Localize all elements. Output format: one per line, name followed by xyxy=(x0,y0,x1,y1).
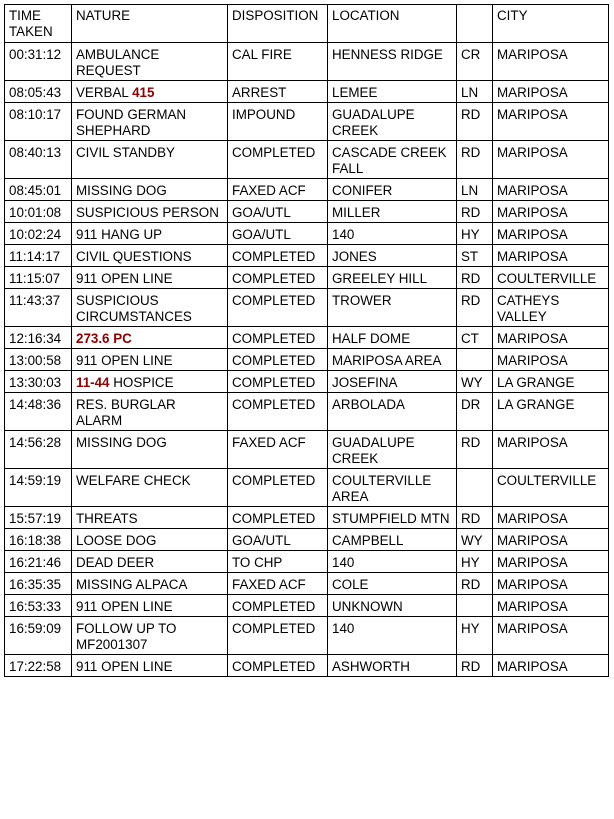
nature-text: FOUND GERMAN SHEPHARD xyxy=(76,107,187,138)
table-row xyxy=(5,617,609,655)
time-taken-cell: 14:59:19 xyxy=(5,469,72,507)
table-row xyxy=(5,267,609,289)
city-cell: MARIPOSA xyxy=(493,655,609,677)
call-log-table xyxy=(4,4,609,677)
nature-text: 911 OPEN LINE xyxy=(76,659,173,674)
nature-cell xyxy=(72,289,228,327)
nature-text: LOOSE DOG xyxy=(76,533,157,548)
nature-text: 911 OPEN LINE xyxy=(76,353,173,368)
table-row xyxy=(5,431,609,469)
nature-text: 911 OPEN LINE xyxy=(76,599,173,614)
disposition-cell: COMPLETED xyxy=(228,595,328,617)
time-taken-cell: 14:48:36 xyxy=(5,393,72,431)
nature-cell xyxy=(72,431,228,469)
nature-cell xyxy=(72,267,228,289)
table-row xyxy=(5,179,609,201)
disposition-cell: FAXED ACF xyxy=(228,431,328,469)
table-row xyxy=(5,529,609,551)
time-taken-cell: 17:22:58 xyxy=(5,655,72,677)
disposition-cell: ARREST xyxy=(228,81,328,103)
street-suffix-cell: RD xyxy=(457,655,493,677)
time-taken-cell: 16:18:38 xyxy=(5,529,72,551)
location-cell: ARBOLADA xyxy=(328,393,457,431)
street-suffix-cell xyxy=(457,349,493,371)
time-taken-cell: 11:15:07 xyxy=(5,267,72,289)
nature-cell xyxy=(72,327,228,349)
nature-text: MISSING DOG xyxy=(76,183,167,198)
table-row xyxy=(5,327,609,349)
time-taken-cell: 10:01:08 xyxy=(5,201,72,223)
street-suffix-cell: RD xyxy=(457,267,493,289)
table-row xyxy=(5,573,609,595)
nature-cell xyxy=(72,43,228,81)
street-suffix-cell: DR xyxy=(457,393,493,431)
offense-code: 273.6 PC xyxy=(76,331,132,346)
header-nature: NATURE xyxy=(72,5,228,43)
location-cell: UNKNOWN xyxy=(328,595,457,617)
nature-text: DEAD DEER xyxy=(76,555,155,570)
table-row xyxy=(5,393,609,431)
nature-cell xyxy=(72,349,228,371)
time-taken-cell: 14:56:28 xyxy=(5,431,72,469)
time-taken-cell: 16:21:46 xyxy=(5,551,72,573)
street-suffix-cell: HY xyxy=(457,617,493,655)
location-cell: 140 xyxy=(328,617,457,655)
location-cell: TROWER xyxy=(328,289,457,327)
nature-text: THREATS xyxy=(76,511,138,526)
header-disposition: DISPOSITION xyxy=(228,5,328,43)
location-cell: LEMEE xyxy=(328,81,457,103)
location-cell: STUMPFIELD MTN xyxy=(328,507,457,529)
table-row xyxy=(5,551,609,573)
nature-text: 911 OPEN LINE xyxy=(76,271,173,286)
nature-cell xyxy=(72,469,228,507)
disposition-cell: TO CHP xyxy=(228,551,328,573)
city-cell: MARIPOSA xyxy=(493,327,609,349)
time-taken-cell: 08:10:17 xyxy=(5,103,72,141)
time-taken-cell: 15:57:19 xyxy=(5,507,72,529)
city-cell: MARIPOSA xyxy=(493,81,609,103)
time-taken-cell: 13:00:58 xyxy=(5,349,72,371)
city-cell: MARIPOSA xyxy=(493,103,609,141)
street-suffix-cell xyxy=(457,469,493,507)
location-cell: HENNESS RIDGE xyxy=(328,43,457,81)
nature-cell xyxy=(72,201,228,223)
street-suffix-cell: RD xyxy=(457,141,493,179)
table-row xyxy=(5,103,609,141)
city-cell: MARIPOSA xyxy=(493,551,609,573)
street-suffix-cell: CR xyxy=(457,43,493,81)
nature-cell xyxy=(72,371,228,393)
table-row xyxy=(5,507,609,529)
location-cell: GUADALUPE CREEK xyxy=(328,431,457,469)
city-cell: MARIPOSA xyxy=(493,431,609,469)
location-cell: JONES xyxy=(328,245,457,267)
time-taken-cell: 16:59:09 xyxy=(5,617,72,655)
table-row xyxy=(5,223,609,245)
nature-text: RES. BURGLAR ALARM xyxy=(76,397,176,428)
disposition-cell: COMPLETED xyxy=(228,371,328,393)
disposition-cell: COMPLETED xyxy=(228,393,328,431)
table-row xyxy=(5,371,609,393)
nature-cell xyxy=(72,595,228,617)
city-cell: LA GRANGE xyxy=(493,393,609,431)
offense-code: 415 xyxy=(132,85,155,100)
disposition-cell: COMPLETED xyxy=(228,267,328,289)
nature-text: WELFARE CHECK xyxy=(76,473,191,488)
city-cell: LA GRANGE xyxy=(493,371,609,393)
nature-text: VERBAL xyxy=(76,85,129,100)
nature-text: SUSPICIOUS PERSON xyxy=(76,205,219,220)
time-taken-cell: 08:45:01 xyxy=(5,179,72,201)
city-cell: MARIPOSA xyxy=(493,595,609,617)
table-row xyxy=(5,201,609,223)
city-cell: MARIPOSA xyxy=(493,43,609,81)
street-suffix-cell: RD xyxy=(457,573,493,595)
nature-cell xyxy=(72,103,228,141)
nature-cell xyxy=(72,573,228,595)
disposition-cell: COMPLETED xyxy=(228,617,328,655)
city-cell: MARIPOSA xyxy=(493,179,609,201)
disposition-cell: COMPLETED xyxy=(228,245,328,267)
street-suffix-cell: RD xyxy=(457,507,493,529)
location-cell: MARIPOSA AREA xyxy=(328,349,457,371)
disposition-cell: CAL FIRE xyxy=(228,43,328,81)
header-location: LOCATION xyxy=(328,5,457,43)
nature-text: CIVIL QUESTIONS xyxy=(76,249,192,264)
city-cell: MARIPOSA xyxy=(493,141,609,179)
city-cell: MARIPOSA xyxy=(493,245,609,267)
table-row xyxy=(5,245,609,267)
nature-text: HOSPICE xyxy=(113,375,174,390)
city-cell: MARIPOSA xyxy=(493,349,609,371)
nature-cell xyxy=(72,507,228,529)
nature-cell xyxy=(72,551,228,573)
location-cell: COULTERVILLE AREA xyxy=(328,469,457,507)
disposition-cell: COMPLETED xyxy=(228,289,328,327)
disposition-cell: COMPLETED xyxy=(228,349,328,371)
location-cell: GREELEY HILL xyxy=(328,267,457,289)
nature-cell xyxy=(72,245,228,267)
street-suffix-cell: HY xyxy=(457,223,493,245)
nature-cell xyxy=(72,393,228,431)
table-row xyxy=(5,141,609,179)
location-cell: HALF DOME xyxy=(328,327,457,349)
street-suffix-cell: CT xyxy=(457,327,493,349)
table-row xyxy=(5,655,609,677)
table-row xyxy=(5,349,609,371)
location-cell: CONIFER xyxy=(328,179,457,201)
time-taken-cell: 00:31:12 xyxy=(5,43,72,81)
city-cell: MARIPOSA xyxy=(493,201,609,223)
street-suffix-cell: HY xyxy=(457,551,493,573)
nature-text: MISSING ALPACA xyxy=(76,577,188,592)
nature-text: CIVIL STANDBY xyxy=(76,145,175,160)
disposition-cell: COMPLETED xyxy=(228,141,328,179)
nature-text: AMBULANCE REQUEST xyxy=(76,47,160,78)
city-cell: MARIPOSA xyxy=(493,223,609,245)
header-city: CITY xyxy=(493,5,609,43)
location-cell: 140 xyxy=(328,551,457,573)
nature-text: MISSING DOG xyxy=(76,435,167,450)
nature-text: 911 HANG UP xyxy=(76,227,163,242)
disposition-cell: COMPLETED xyxy=(228,327,328,349)
city-cell: MARIPOSA xyxy=(493,617,609,655)
disposition-cell: COMPLETED xyxy=(228,655,328,677)
street-suffix-cell: RD xyxy=(457,289,493,327)
street-suffix-cell: WY xyxy=(457,371,493,393)
disposition-cell: FAXED ACF xyxy=(228,179,328,201)
header-row xyxy=(5,5,609,43)
city-cell: MARIPOSA xyxy=(493,573,609,595)
location-cell: JOSEFINA xyxy=(328,371,457,393)
disposition-cell: FAXED ACF xyxy=(228,573,328,595)
time-taken-cell: 13:30:03 xyxy=(5,371,72,393)
table-row xyxy=(5,289,609,327)
city-cell: COULTERVILLE xyxy=(493,469,609,507)
time-taken-cell: 10:02:24 xyxy=(5,223,72,245)
time-taken-cell: 16:35:35 xyxy=(5,573,72,595)
disposition-cell: IMPOUND xyxy=(228,103,328,141)
nature-cell xyxy=(72,617,228,655)
call-log-body xyxy=(5,43,609,677)
disposition-cell: GOA/UTL xyxy=(228,529,328,551)
street-suffix-cell xyxy=(457,595,493,617)
street-suffix-cell: LN xyxy=(457,81,493,103)
street-suffix-cell: RD xyxy=(457,431,493,469)
nature-text: SUSPICIOUS CIRCUMSTANCES xyxy=(76,293,192,324)
call-log xyxy=(4,4,609,677)
table-row xyxy=(5,469,609,507)
time-taken-cell: 11:14:17 xyxy=(5,245,72,267)
city-cell: COULTERVILLE xyxy=(493,267,609,289)
location-cell: COLE xyxy=(328,573,457,595)
location-cell: GUADALUPE CREEK xyxy=(328,103,457,141)
nature-cell xyxy=(72,141,228,179)
nature-cell xyxy=(72,655,228,677)
offense-code: 11-44 xyxy=(76,375,110,390)
city-cell: MARIPOSA xyxy=(493,529,609,551)
time-taken-cell: 11:43:37 xyxy=(5,289,72,327)
disposition-cell: GOA/UTL xyxy=(228,201,328,223)
nature-text: FOLLOW UP TO MF2001307 xyxy=(76,621,177,652)
nature-cell xyxy=(72,529,228,551)
street-suffix-cell: RD xyxy=(457,201,493,223)
city-cell: MARIPOSA xyxy=(493,507,609,529)
time-taken-cell: 16:53:33 xyxy=(5,595,72,617)
nature-cell xyxy=(72,81,228,103)
street-suffix-cell: WY xyxy=(457,529,493,551)
location-cell: CAMPBELL xyxy=(328,529,457,551)
location-cell: CASCADE CREEK FALL xyxy=(328,141,457,179)
header-time-taken: TIME TAKEN xyxy=(5,5,72,43)
time-taken-cell: 08:40:13 xyxy=(5,141,72,179)
time-taken-cell: 08:05:43 xyxy=(5,81,72,103)
location-cell: ASHWORTH xyxy=(328,655,457,677)
header-suffix xyxy=(457,5,493,43)
time-taken-cell: 12:16:34 xyxy=(5,327,72,349)
street-suffix-cell: RD xyxy=(457,103,493,141)
table-row xyxy=(5,595,609,617)
street-suffix-cell: ST xyxy=(457,245,493,267)
location-cell: 140 xyxy=(328,223,457,245)
city-cell: CATHEYS VALLEY xyxy=(493,289,609,327)
disposition-cell: COMPLETED xyxy=(228,469,328,507)
table-row xyxy=(5,81,609,103)
street-suffix-cell: LN xyxy=(457,179,493,201)
nature-cell xyxy=(72,179,228,201)
location-cell: MILLER xyxy=(328,201,457,223)
disposition-cell: GOA/UTL xyxy=(228,223,328,245)
nature-cell xyxy=(72,223,228,245)
table-row xyxy=(5,43,609,81)
disposition-cell: COMPLETED xyxy=(228,507,328,529)
